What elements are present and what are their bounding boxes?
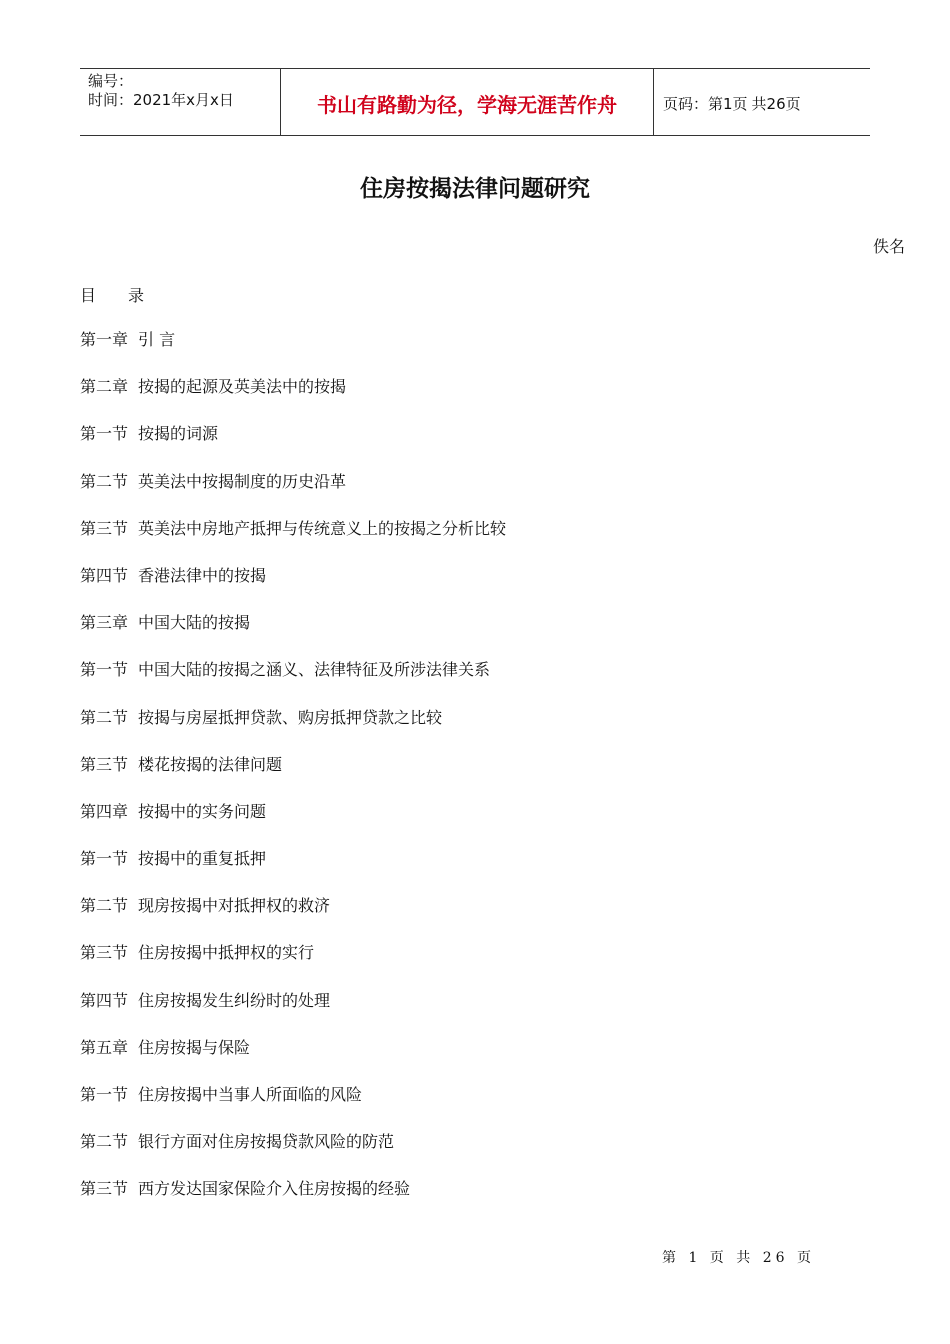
toc-text: 英美法中按揭制度的历史沿革 xyxy=(138,471,347,491)
toc-section: 第三节 xyxy=(80,754,129,774)
toc-text: 引 言 xyxy=(138,330,176,349)
toc-item[interactable] xyxy=(80,424,506,471)
toc-section: 第五章 xyxy=(80,1037,129,1057)
toc-text: 按揭的词源 xyxy=(138,424,219,444)
toc-heading xyxy=(80,283,144,306)
toc-section: 第四节 xyxy=(80,565,129,585)
total-label: 共26页 xyxy=(751,94,801,113)
toc-section: 第二节 xyxy=(80,896,129,916)
toc-section: 第二节 xyxy=(80,707,129,727)
author: 佚名 xyxy=(872,237,905,256)
toc-item[interactable] xyxy=(80,708,506,755)
toc-item[interactable] xyxy=(80,1179,506,1226)
table-of-contents xyxy=(80,330,506,1227)
toc-text: 香港法律中的按揭 xyxy=(138,565,267,585)
toc-item[interactable] xyxy=(80,802,506,849)
toc-item[interactable] xyxy=(80,566,506,613)
toc-text: 楼花按揭的法律问题 xyxy=(138,754,283,774)
header-meta xyxy=(80,69,281,135)
toc-section: 第四节 xyxy=(80,990,129,1010)
toc-text: 银行方面对住房按揭贷款风险的防范 xyxy=(138,1132,395,1152)
toc-heading-a: 目 xyxy=(80,286,97,305)
toc-item[interactable] xyxy=(80,330,506,377)
motto: 书山有路勤为径，学海无涯苦作舟 xyxy=(281,69,654,135)
toc-section: 第三节 xyxy=(80,518,129,538)
toc-text: 中国大陆的按揭 xyxy=(138,613,251,633)
toc-text: 按揭中的重复抵押 xyxy=(138,849,267,869)
toc-item[interactable] xyxy=(80,1085,506,1132)
toc-item[interactable] xyxy=(80,943,506,990)
toc-section: 第一节 xyxy=(80,660,129,680)
toc-item[interactable] xyxy=(80,472,506,519)
toc-item[interactable] xyxy=(80,660,506,707)
toc-heading-b: 录 xyxy=(128,286,145,305)
document-title: 住房按揭法律问题研究 xyxy=(360,176,590,202)
toc-section: 第一节 xyxy=(80,424,129,444)
toc-text: 按揭中的实务问题 xyxy=(138,801,267,821)
toc-item[interactable] xyxy=(80,519,506,566)
toc-item[interactable] xyxy=(80,1038,506,1085)
toc-text: 中国大陆的按揭之涵义、法律特征及所涉法律关系 xyxy=(138,660,491,680)
toc-text: 住房按揭中抵押权的实行 xyxy=(138,943,315,963)
toc-section: 第二章 xyxy=(80,377,129,397)
toc-text: 按揭的起源及英美法中的按揭 xyxy=(138,377,347,397)
page-label: 页码：第1页 xyxy=(663,94,748,113)
number-label: 编号： xyxy=(88,72,134,90)
toc-text: 英美法中房地产抵押与传统意义上的按揭之分析比较 xyxy=(138,518,507,538)
toc-section: 第三节 xyxy=(80,1179,129,1199)
page-header xyxy=(80,68,870,136)
toc-item[interactable] xyxy=(80,1132,506,1179)
toc-section: 第四章 xyxy=(80,801,129,821)
toc-item[interactable] xyxy=(80,377,506,424)
toc-section: 第一章 xyxy=(80,330,129,349)
toc-text: 按揭与房屋抵押贷款、购房抵押贷款之比较 xyxy=(138,707,443,727)
time-label: 时间：2021年x月x日 xyxy=(88,91,234,109)
toc-section: 第二节 xyxy=(80,1132,129,1152)
toc-item[interactable] xyxy=(80,896,506,943)
toc-text: 住房按揭发生纠纷时的处理 xyxy=(138,990,331,1010)
toc-section: 第一节 xyxy=(80,1085,129,1104)
toc-section: 第三节 xyxy=(80,943,129,963)
toc-section: 第一节 xyxy=(80,849,129,869)
toc-item[interactable] xyxy=(80,991,506,1038)
toc-item[interactable] xyxy=(80,849,506,896)
toc-text: 住房按揭中当事人所面临的风险 xyxy=(138,1085,363,1104)
toc-item[interactable] xyxy=(80,755,506,802)
toc-text: 住房按揭与保险 xyxy=(138,1037,251,1057)
toc-section: 第三章 xyxy=(80,613,129,633)
toc-text: 现房按揭中对抵押权的救济 xyxy=(138,896,331,916)
page-footer: 第 1 页 共 26 页 xyxy=(662,1250,815,1266)
header-page-info xyxy=(654,69,870,135)
toc-item[interactable] xyxy=(80,613,506,660)
toc-text: 西方发达国家保险介入住房按揭的经验 xyxy=(138,1179,411,1199)
toc-section: 第二节 xyxy=(80,471,129,491)
